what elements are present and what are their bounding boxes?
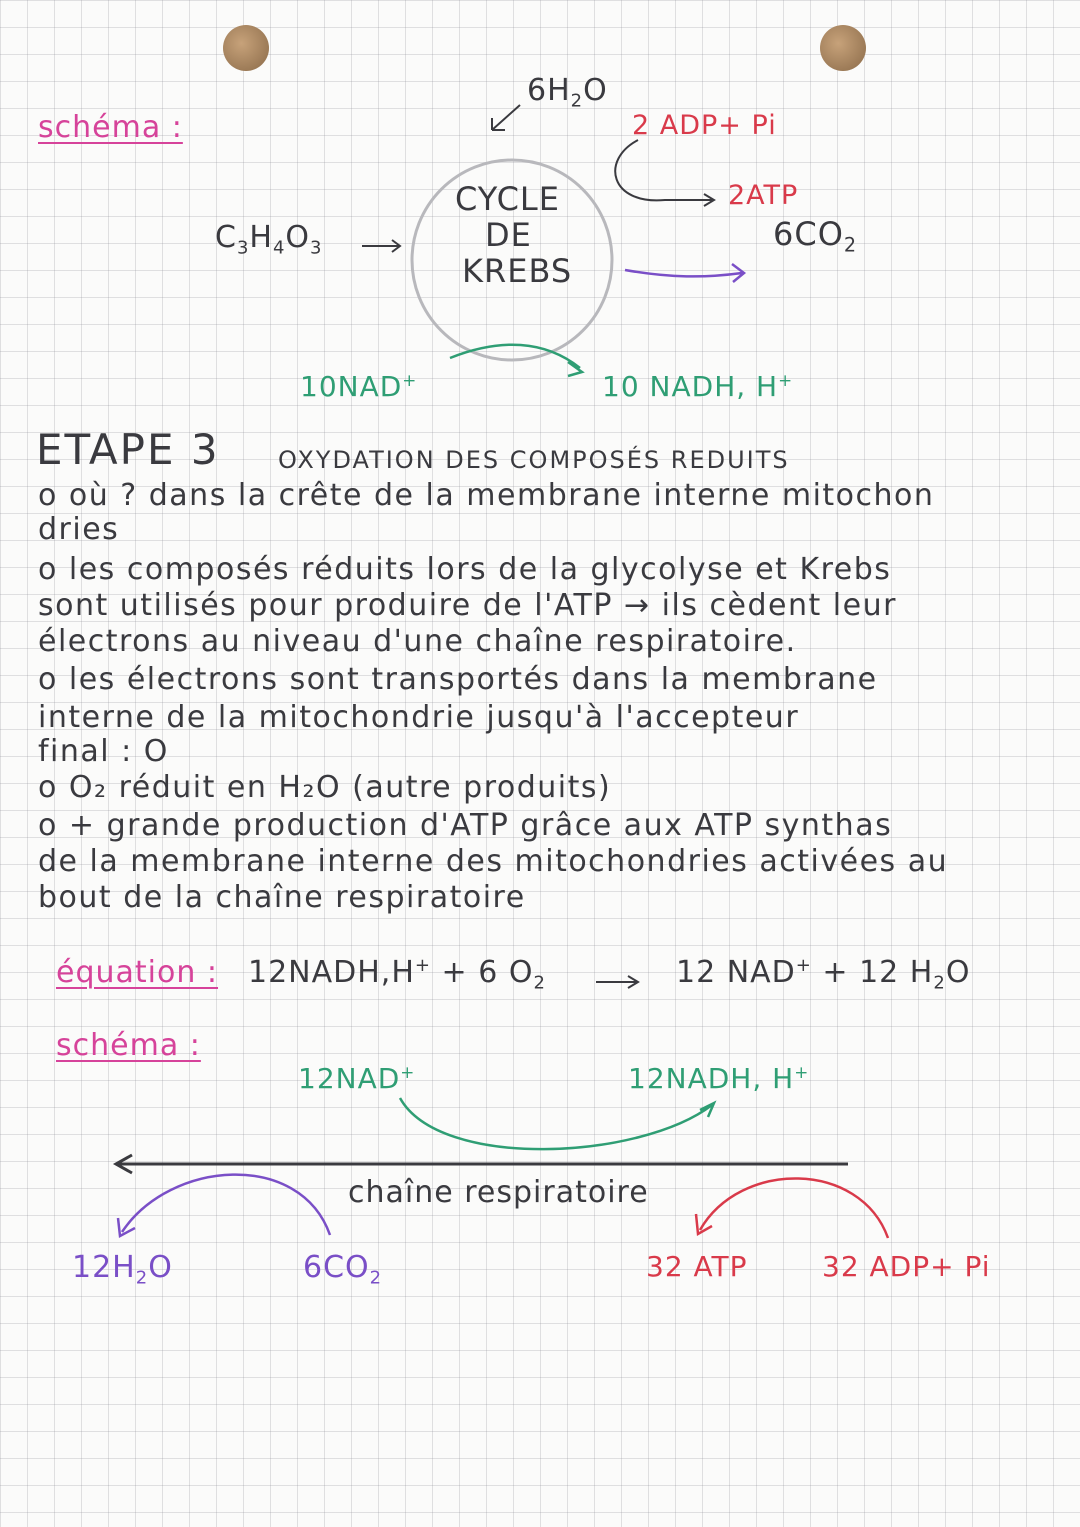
etape3-line-9: o O₂ réduit en H₂O (autre produits)	[38, 770, 612, 805]
red-arc	[696, 1178, 888, 1238]
etape3-line-2: dries	[38, 512, 120, 547]
schema1-label: schéma :	[38, 110, 183, 145]
etape3-line-12: bout de la chaîne respiratoire	[38, 880, 526, 915]
nad-input: 10NAD+	[300, 370, 418, 404]
etape3-line-10: o + grande production d'ATP grâce aux ATP synthas	[38, 808, 893, 843]
respiratory-chain-line	[116, 1155, 848, 1173]
nadh-output: 10 NADH, H+	[602, 370, 794, 404]
etape3-line-11: de la membrane interne des mitochondries activées au	[38, 844, 949, 879]
equation-left: 12NADH,H+ + 6 $O_2$	[248, 955, 546, 994]
cycle-line3: KREBS	[462, 252, 573, 290]
schema2-h2o: $12H_2O$	[72, 1250, 173, 1289]
h2o-top: $6H_2O$	[527, 73, 608, 112]
co2-output-arrow	[625, 264, 744, 282]
etape3-subtitle: OXYDATION DES COMPOSÉS REDUITS	[278, 446, 790, 474]
schema2-nad: 12NAD+	[298, 1062, 416, 1096]
nad-green-arc	[400, 1098, 714, 1149]
cycle-line1: CYCLE	[455, 180, 560, 218]
etape3-title: ETAPE 3	[36, 425, 220, 474]
equation-arrow	[596, 976, 638, 988]
equation-label: équation :	[56, 955, 219, 990]
schema2-nadh: 12NADH, H+	[628, 1062, 810, 1096]
equation-right: 12 NAD+ + 12 $H_2O$	[676, 955, 971, 994]
respiratory-chain-label: chaîne respiratoire	[348, 1175, 649, 1210]
etape3-line-3: o les composés réduits lors de la glycolyse et Krebs	[38, 552, 892, 587]
schema2-adp: 32 ADP+ Pi	[822, 1250, 991, 1283]
schema2-atp: 32 ATP	[646, 1250, 748, 1283]
substrate-formula: $C_3H_4O_3$	[215, 220, 323, 259]
cycle-line2: DE	[485, 216, 532, 254]
schema2-co2: $6CO_2$	[303, 1250, 383, 1289]
etape3-line-1: o où ? dans la crête de la membrane interne mitochon	[38, 478, 935, 513]
etape3-line-7: interne de la mitochondrie jusqu'à l'accepteur	[38, 700, 800, 735]
adp-label: 2 ADP+ Pi	[632, 110, 777, 141]
co2-label: $6CO_2$	[773, 215, 858, 257]
h2o-input-arrow	[492, 105, 520, 130]
adp-atp-arrow	[615, 140, 712, 200]
violet-arc	[118, 1175, 330, 1236]
etape3-line-6: o les électrons sont transportés dans la membrane	[38, 662, 878, 697]
substrate-arrow	[362, 240, 400, 252]
atp-label: 2ATP	[728, 180, 799, 211]
etape3-line-4: sont utilisés pour produire de l'ATP → ils cèdent leur	[38, 588, 897, 623]
etape3-line-8: final : O	[38, 734, 169, 769]
schema2-label: schéma :	[56, 1028, 201, 1063]
etape3-line-5: électrons au niveau d'une chaîne respiratoire.	[38, 624, 797, 659]
